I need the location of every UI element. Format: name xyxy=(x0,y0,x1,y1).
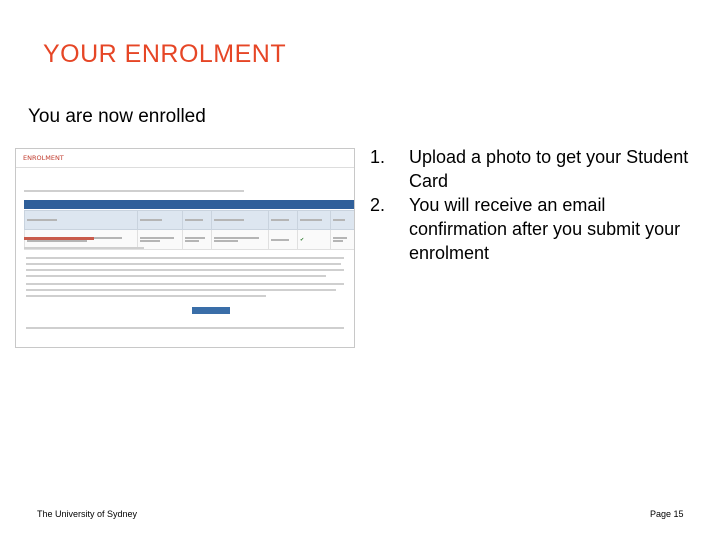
step-number: 1. xyxy=(370,147,386,167)
screenshot-table xyxy=(24,210,355,250)
screenshot-text-line xyxy=(26,289,336,291)
footer-page-number: Page 15 xyxy=(650,509,684,519)
screenshot-text-line xyxy=(26,275,326,277)
step-item xyxy=(370,193,700,265)
screenshot-table-header-bar xyxy=(24,200,355,209)
check-icon: ✔ xyxy=(300,236,305,243)
steps-list xyxy=(370,145,700,265)
screenshot-text-line xyxy=(26,295,266,297)
step-text: Upload a photo to get your Student Card xyxy=(409,147,689,191)
slide-title: YOUR ENROLMENT xyxy=(43,40,287,68)
screenshot-heading-block xyxy=(24,180,26,186)
screenshot-section-heading xyxy=(24,237,94,240)
slide-subtitle: You are now enrolled xyxy=(28,106,206,127)
screenshot-text-line xyxy=(24,247,144,249)
screenshot-text-line xyxy=(24,190,244,192)
enrolment-screenshot xyxy=(15,148,355,348)
screenshot-text-line xyxy=(26,263,341,265)
screenshot-text-line xyxy=(26,257,344,259)
screenshot-button xyxy=(192,307,230,314)
step-number: 2. xyxy=(370,195,386,215)
screenshot-text-line xyxy=(26,283,344,285)
screenshot-header: ENROLMENT xyxy=(16,149,354,168)
screenshot-text-line xyxy=(26,327,344,329)
screenshot-text-line xyxy=(26,269,344,271)
step-text: You will receive an email confirmation after you submit your enrolment xyxy=(409,195,681,263)
footer-university: The University of Sydney xyxy=(37,509,138,519)
step-item xyxy=(370,145,700,193)
